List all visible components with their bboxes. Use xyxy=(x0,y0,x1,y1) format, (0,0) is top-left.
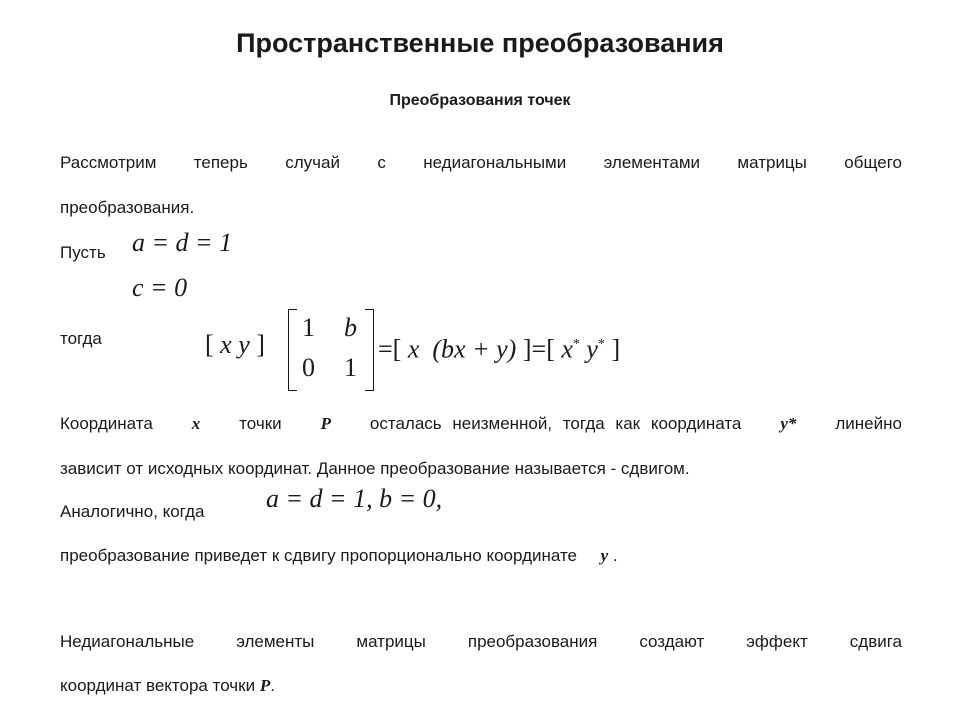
equation-a-d-text: a = d = 1 xyxy=(132,228,233,257)
p2-word-point: точки xyxy=(239,414,282,433)
result-right-y: y xyxy=(586,334,598,364)
result-middle-x: x xyxy=(407,334,420,364)
paragraph-2-line-1 xyxy=(60,413,902,435)
equation-c xyxy=(132,273,187,303)
p2-word-coordinate: Координата xyxy=(60,414,153,433)
p4-text: координат вектора точки xyxy=(60,676,256,695)
matrix-right-bracket xyxy=(365,309,374,391)
result-right-x: x xyxy=(561,334,573,364)
equation-c-text: c = 0 xyxy=(132,273,188,302)
paragraph-4-line-1: Недиагональные элементы матрицы преобразования создают эффект сдвига xyxy=(60,632,902,651)
result-middle xyxy=(378,330,620,365)
then-label: тогда xyxy=(60,329,102,348)
analog-label: Аналогично, когда xyxy=(60,502,205,521)
p3-var-y: y xyxy=(600,546,609,565)
matrix-cell-12: b xyxy=(344,313,357,342)
paragraph-2-line-2: зависит от исходных координат. Данное преобразование называется - сдвигом. xyxy=(60,459,690,478)
result-right-open: [ xyxy=(546,334,555,364)
left-bracket-close: ] xyxy=(256,330,265,359)
star-2: * xyxy=(597,337,605,352)
page-subtitle: Преобразования точек xyxy=(389,92,571,109)
paragraph-3 xyxy=(60,545,618,567)
equation-a-d xyxy=(132,228,232,258)
p2-var-x: x xyxy=(191,414,201,433)
equals-sign-2: = xyxy=(531,334,547,364)
equation-analog xyxy=(266,484,442,514)
let-label: Пусть xyxy=(60,243,106,262)
p2-var-y-star: y* xyxy=(780,414,797,433)
left-bracket-open: [ xyxy=(205,330,214,359)
row-vector-y: y xyxy=(238,330,250,359)
p2-var-p: P xyxy=(320,414,331,433)
matrix-left-bracket xyxy=(288,309,297,391)
p3-end: . xyxy=(612,546,618,565)
transform-matrix xyxy=(288,309,374,389)
paragraph-4-line-2 xyxy=(60,675,275,697)
paragraph-1-line-1: Рассмотрим теперь случай с недиагональными элементами матрицы общего xyxy=(60,153,902,172)
p4-end: . xyxy=(270,676,275,695)
result-middle-close: ] xyxy=(522,334,532,364)
result-middle-open: [ xyxy=(392,334,402,364)
equation-analog-text: a = d = 1, b = 0, xyxy=(266,484,443,513)
row-vector xyxy=(205,330,265,360)
star-1: * xyxy=(572,337,580,352)
p2-word-linear: линейно xyxy=(835,414,902,433)
equals-sign-1: = xyxy=(378,334,393,364)
p2-phrase: осталась неизменной, тогда как координата xyxy=(369,414,742,433)
row-vector-x: x xyxy=(220,330,232,359)
matrix-cell-11: 1 xyxy=(302,313,315,342)
result-middle-bx-y: (bx + y) xyxy=(432,334,517,364)
paragraph-1-line-2: преобразования. xyxy=(60,198,195,217)
page-title: Пространственные преобразования xyxy=(236,28,724,58)
matrix-cell-22: 1 xyxy=(344,353,357,382)
p4-var-p: P xyxy=(259,676,271,695)
matrix-cell-21: 0 xyxy=(302,353,315,382)
p3-text: преобразование приведет к сдвигу пропорционально координате xyxy=(60,546,578,565)
result-right-close: ] xyxy=(611,334,621,364)
